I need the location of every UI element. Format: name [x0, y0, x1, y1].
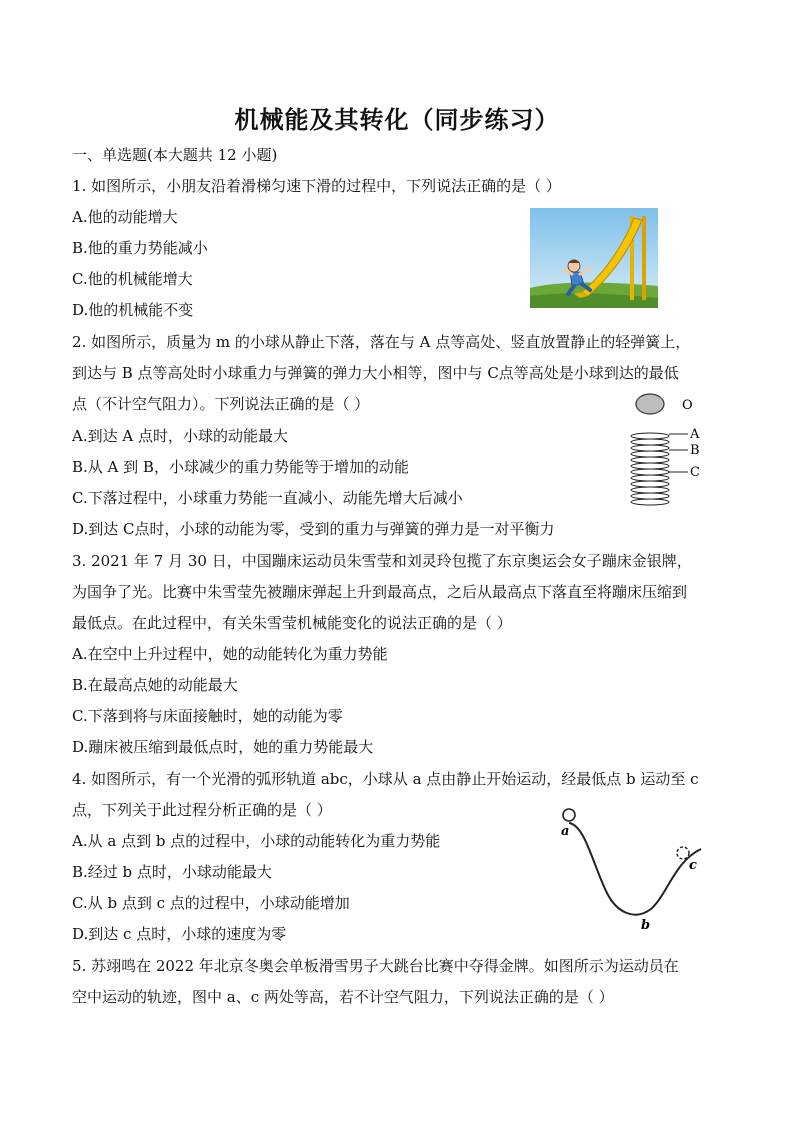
question-4-stem-line-2: 点，下列关于此过程分析正确的是（ ）: [72, 801, 332, 819]
question-3-option-b: B.在最高点她的动能最大: [72, 676, 238, 694]
question-1-option-b: B.他的重力势能减小: [72, 239, 208, 257]
question-1-option-c: C.他的机械能增大: [72, 270, 193, 288]
page-title: 机械能及其转化（同步练习）: [234, 106, 560, 134]
label-c: C: [690, 465, 700, 480]
question-4-option-d: D.到达 c 点时，小球的速度为零: [72, 925, 287, 943]
question-1-option-a: A.他的动能增大: [72, 208, 178, 226]
question-3-option-d: D.蹦床被压缩到最低点时，她的重力势能最大: [72, 738, 374, 756]
question-2-option-a: A.到达 A 点时，小球的动能最大: [72, 427, 288, 445]
question-3-stem-line-3: 最低点。在此过程中，有关朱雪莹机械能变化的说法正确的是（ ）: [72, 614, 512, 632]
question-2-option-c: C.下落过程中，小球重力势能一直减小、动能先增大后减小: [72, 489, 463, 507]
label-a: a: [561, 824, 570, 839]
question-1-option-d: D.他的机械能不变: [72, 301, 194, 319]
question-3-option-c: C.下落到将与床面接触时，她的动能为零: [72, 707, 343, 725]
question-4-stem-line-1: 4. 如图所示，有一个光滑的弧形轨道 abc，小球从 a 点由静止开始运动，经最低点 b 运动至 c: [72, 770, 699, 788]
question-2-stem-line-3: 点（不计空气阻力）。下列说法正确的是（ ）: [72, 395, 370, 413]
track-diagram: [555, 805, 715, 935]
label-o: O: [682, 398, 693, 413]
question-2-stem-line-1: 2. 如图所示，质量为 m 的小球从静止下落，落在与 A 点等高处、竖直放置静止的轻弹簧上，: [72, 333, 691, 351]
question-5-stem-line-1: 5. 苏翊鸣在 2022 年北京冬奥会单板滑雪男子大跳台比赛中夺得金牌。如图所示为运动员在: [72, 957, 679, 975]
question-4-option-c: C.从 b 点到 c 点的过程中，小球动能增加: [72, 894, 350, 912]
question-3-stem-line-1: 3. 2021 年 7 月 30 日，中国蹦床运动员朱雪莹和刘灵玲包揽了东京奥运会女子蹦床金银牌，: [72, 552, 692, 570]
question-2-option-d: D.到达 C点时，小球的动能为零，受到的重力与弹簧的弹力是一对平衡力: [72, 520, 555, 538]
question-5-stem-line-2: 空中运动的轨迹，图中 a、c 两处等高，若不计空气阻力，下列说法正确的是（ ）: [72, 988, 614, 1006]
question-2-option-b: B.从 A 到 B，小球减少的重力势能等于增加的动能: [72, 458, 409, 476]
label-c: c: [689, 858, 697, 873]
question-1-stem: 1. 如图所示，小朋友沿着滑梯匀速下滑的过程中，下列说法正确的是（ ）: [72, 177, 561, 195]
question-4-option-a: A.从 a 点到 b 点的过程中，小球的动能转化为重力势能: [72, 832, 441, 850]
question-4-option-b: B.经过 b 点时，小球动能最大: [72, 863, 272, 881]
question-2-stem-line-2: 到达与 B 点等高处时小球重力与弹簧的弹力大小相等，图中与 C点等高处是小球到达的最低: [72, 364, 679, 382]
label-a: A: [690, 427, 700, 442]
slide-illustration: [530, 208, 658, 308]
label-b: B: [690, 443, 700, 458]
question-3-stem-line-2: 为国争了光。比赛中朱雪莹先被蹦床弹起上升到最高点，之后从最高点下落直至将蹦床压缩到: [72, 583, 688, 601]
question-3-option-a: A.在空中上升过程中，她的动能转化为重力势能: [72, 645, 388, 663]
section-heading: 一、单选题(本大题共 12 小题): [72, 146, 278, 164]
spring-diagram: [620, 390, 740, 510]
label-b: b: [641, 918, 651, 933]
